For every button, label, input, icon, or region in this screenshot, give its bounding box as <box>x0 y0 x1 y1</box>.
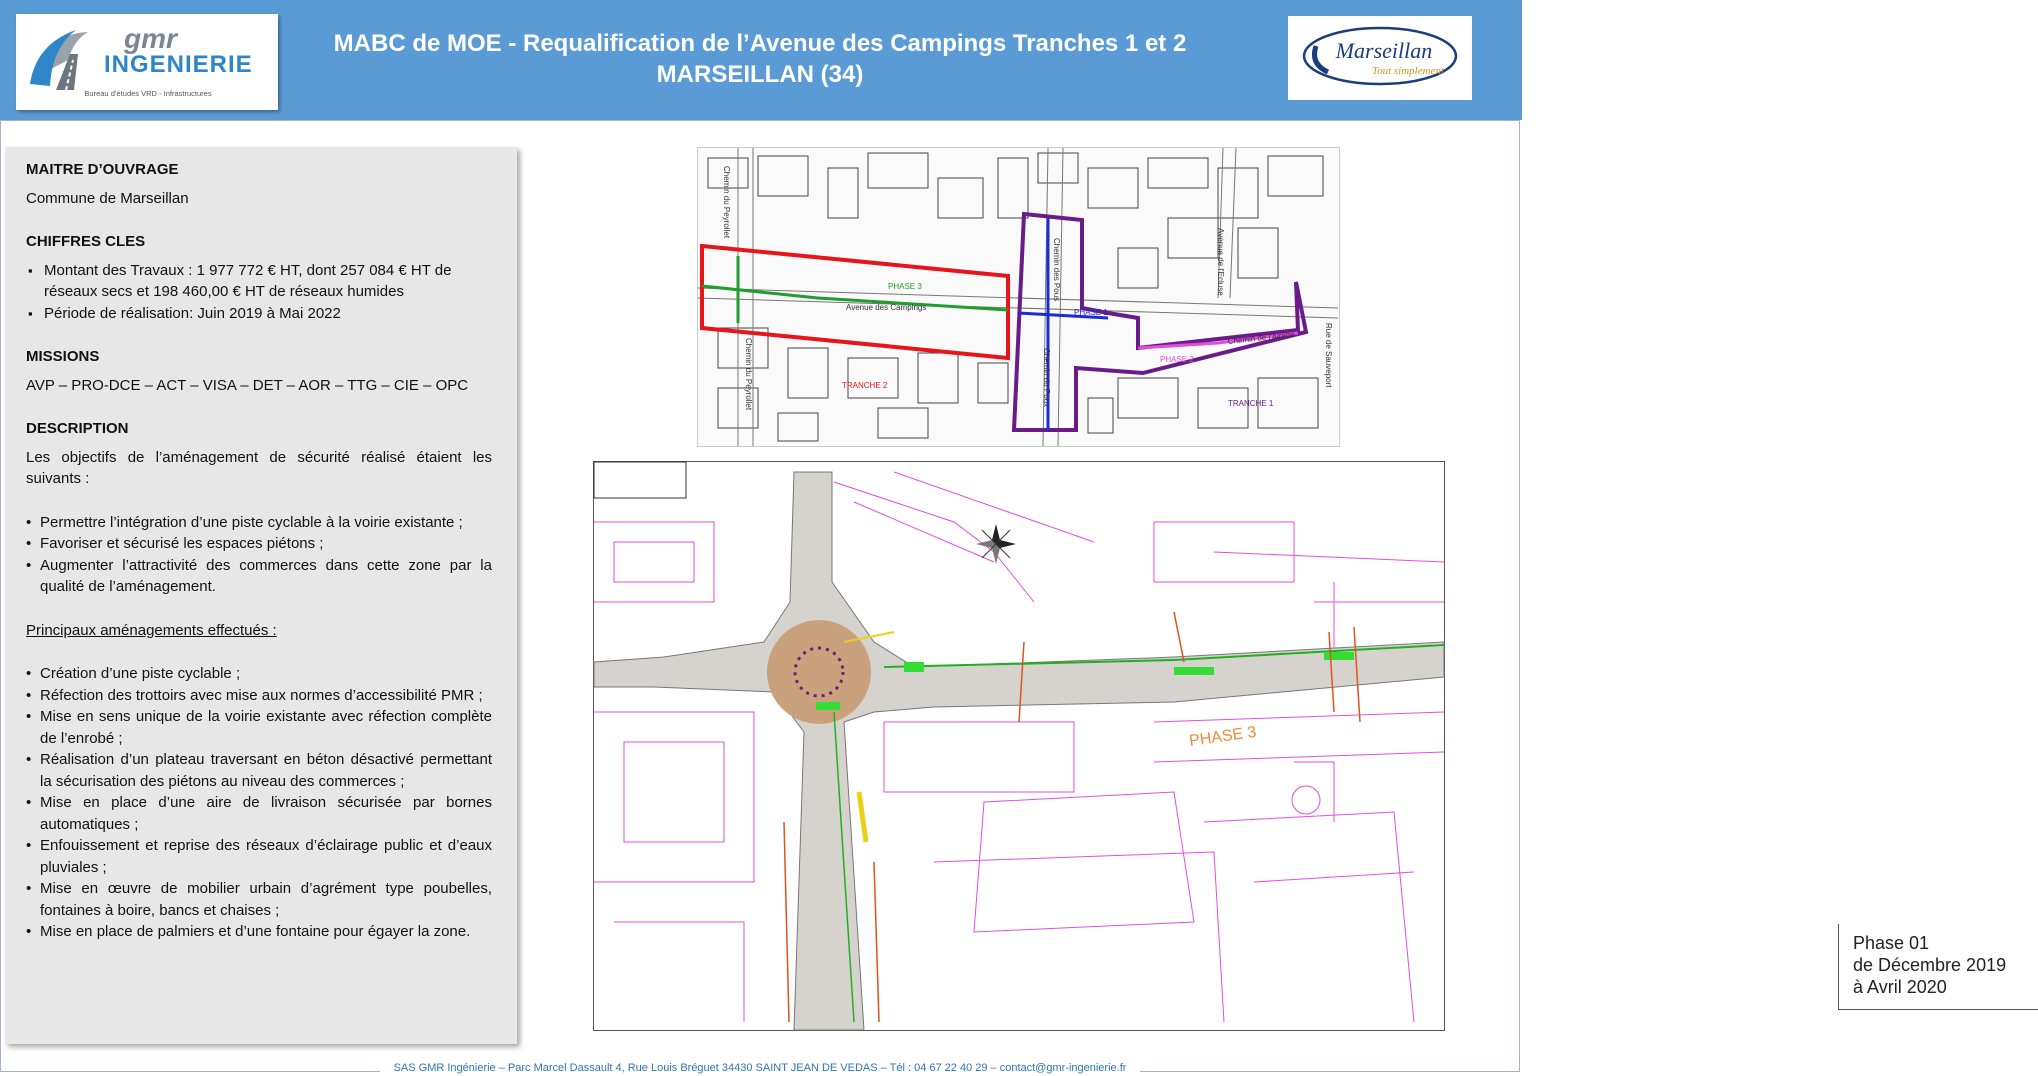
title-line-1: MABC de MOE - Requalification de l’Avenue des Campings Tranches 1 et 2 <box>333 30 1187 57</box>
work-item: • Mise en œuvre de mobilier urbain d’agrément type poubelles, fontaines à boire, bancs et chaises ; <box>26 878 492 921</box>
chiffres-list <box>26 260 492 325</box>
label-chemin-pous: Chemin des Pous <box>1052 238 1061 302</box>
logo-gmr-text: gmr <box>124 23 177 54</box>
location-map <box>697 147 1340 447</box>
label-rue-sauveport: Rue de Sauveport <box>1324 323 1333 388</box>
logo-ingenierie-text: INGENIERIE <box>104 51 253 78</box>
logo-marseillan-text: Marseillan <box>1335 38 1433 63</box>
label-chemin-airette: Chemin de l'Airette <box>1227 329 1296 346</box>
footer-contact: SAS GMR Ingénierie – Parc Marcel Dassault 4, Rue Louis Bréguet 34430 SAINT JEAN DE VEDAS – Tél : 04 67 22 40 29 – contact@gmr-ingenierie.fr <box>380 1062 1140 1074</box>
phase-line-2: de Décembre 2019 <box>1853 955 2007 975</box>
label-phase2: PHASE 2 <box>1160 355 1194 364</box>
label-chemin-poux: Chemin du Poux <box>1042 348 1051 408</box>
objectives-list <box>26 512 492 598</box>
work-item: • Création d’une piste cyclable ; <box>26 663 492 685</box>
logo-tagline: Bureau d’études VRD - Infrastructures <box>84 89 212 98</box>
compass-icon <box>976 524 1016 564</box>
missions-value: AVP – PRO-DCE – ACT – VISA – DET – AOR – TTG – CIE – OPC <box>26 376 469 394</box>
phase-line-1: Phase 01 <box>1853 933 1930 953</box>
label-peyrollet-top: Chemin du Peyrollet <box>722 166 731 239</box>
work-item: • Mise en place de palmiers et d’une fontaine pour égayer la zone. <box>26 921 492 943</box>
info-panel <box>5 147 517 1044</box>
location-map-graphic <box>698 148 1339 446</box>
label-avenue-ecluse: Avenue de l'Ecluse <box>1216 228 1225 296</box>
marseillan-logo <box>1288 16 1472 100</box>
marseillan-logo-graphic <box>1288 16 1472 100</box>
maitre-value: Commune de Marseillan <box>26 189 189 207</box>
label-phase3: PHASE 3 <box>888 282 922 291</box>
description-intro: Les objectifs de l’aménagement de sécurité réalisé étaient les suivants : <box>26 448 492 487</box>
maitre-heading: MAITRE D’OUVRAGE <box>26 161 179 178</box>
label-phase1: PHASE 1 <box>1074 308 1108 317</box>
title-line-2: MARSEILLAN (34) <box>656 61 864 88</box>
work-item: • Mise en sens unique de la voirie existante avec réfection complète de l’enrobé ; <box>26 706 492 749</box>
phase-line-3: à Avril 2020 <box>1853 977 1947 997</box>
phase-plan <box>593 461 2007 1031</box>
works-list <box>26 663 492 943</box>
work-item: • Réfection des trottoirs avec mise aux normes d’accessibilité PMR ; <box>26 685 492 707</box>
phase-plan-graphic <box>594 462 1444 1030</box>
logo-marseillan-tagline: Tout simplement <box>1371 65 1445 77</box>
description-heading: DESCRIPTION <box>26 420 129 437</box>
label-peyrollet-bottom: Chemin du Peyrollet <box>744 338 753 411</box>
page-title <box>290 28 1230 90</box>
work-item: • Enfouissement et reprise des réseaux d’éclairage public et d’eaux pluviales ; <box>26 835 492 878</box>
header-bar <box>0 0 1522 120</box>
objective-item: • Augmenter l’attractivité des commerces dans cette zone par la qualité de l’aménagement. <box>26 555 492 598</box>
works-heading: Principaux aménagements effectués : <box>26 621 277 639</box>
work-item: • Réalisation d’un plateau traversant en béton désactivé permettant la sécurisation des piétons au niveau des commerces ; <box>26 749 492 792</box>
work-item: • Mise en place d’une aire de livraison sécurisée par bornes automatiques ; <box>26 792 492 835</box>
label-tranche2: TRANCHE 2 <box>842 381 888 390</box>
gmr-logo <box>16 14 278 110</box>
missions-heading: MISSIONS <box>26 348 100 365</box>
plan-phase3-label: PHASE 3 <box>1188 723 1258 750</box>
phase-legend-box <box>1838 924 2038 1010</box>
chiffres-item: ▪ Montant des Travaux : 1 977 772 € HT, dont 257 084 € HT de réseaux secs et 198 460,00 € HT de réseaux humides <box>26 260 492 303</box>
gmr-logo-graphic <box>16 14 278 110</box>
objective-item: • Favoriser et sécurisé les espaces piétons ; <box>26 533 492 555</box>
chiffres-item: ▪ Période de réalisation: Juin 2019 à Mai 2022 <box>26 303 492 325</box>
objective-item: • Permettre l’intégration d’une piste cyclable à la voirie existante ; <box>26 512 492 534</box>
chiffres-heading: CHIFFRES CLES <box>26 233 146 250</box>
label-avenue-campings: Avenue des Campings <box>846 303 927 312</box>
label-tranche1: TRANCHE 1 <box>1228 399 1274 408</box>
